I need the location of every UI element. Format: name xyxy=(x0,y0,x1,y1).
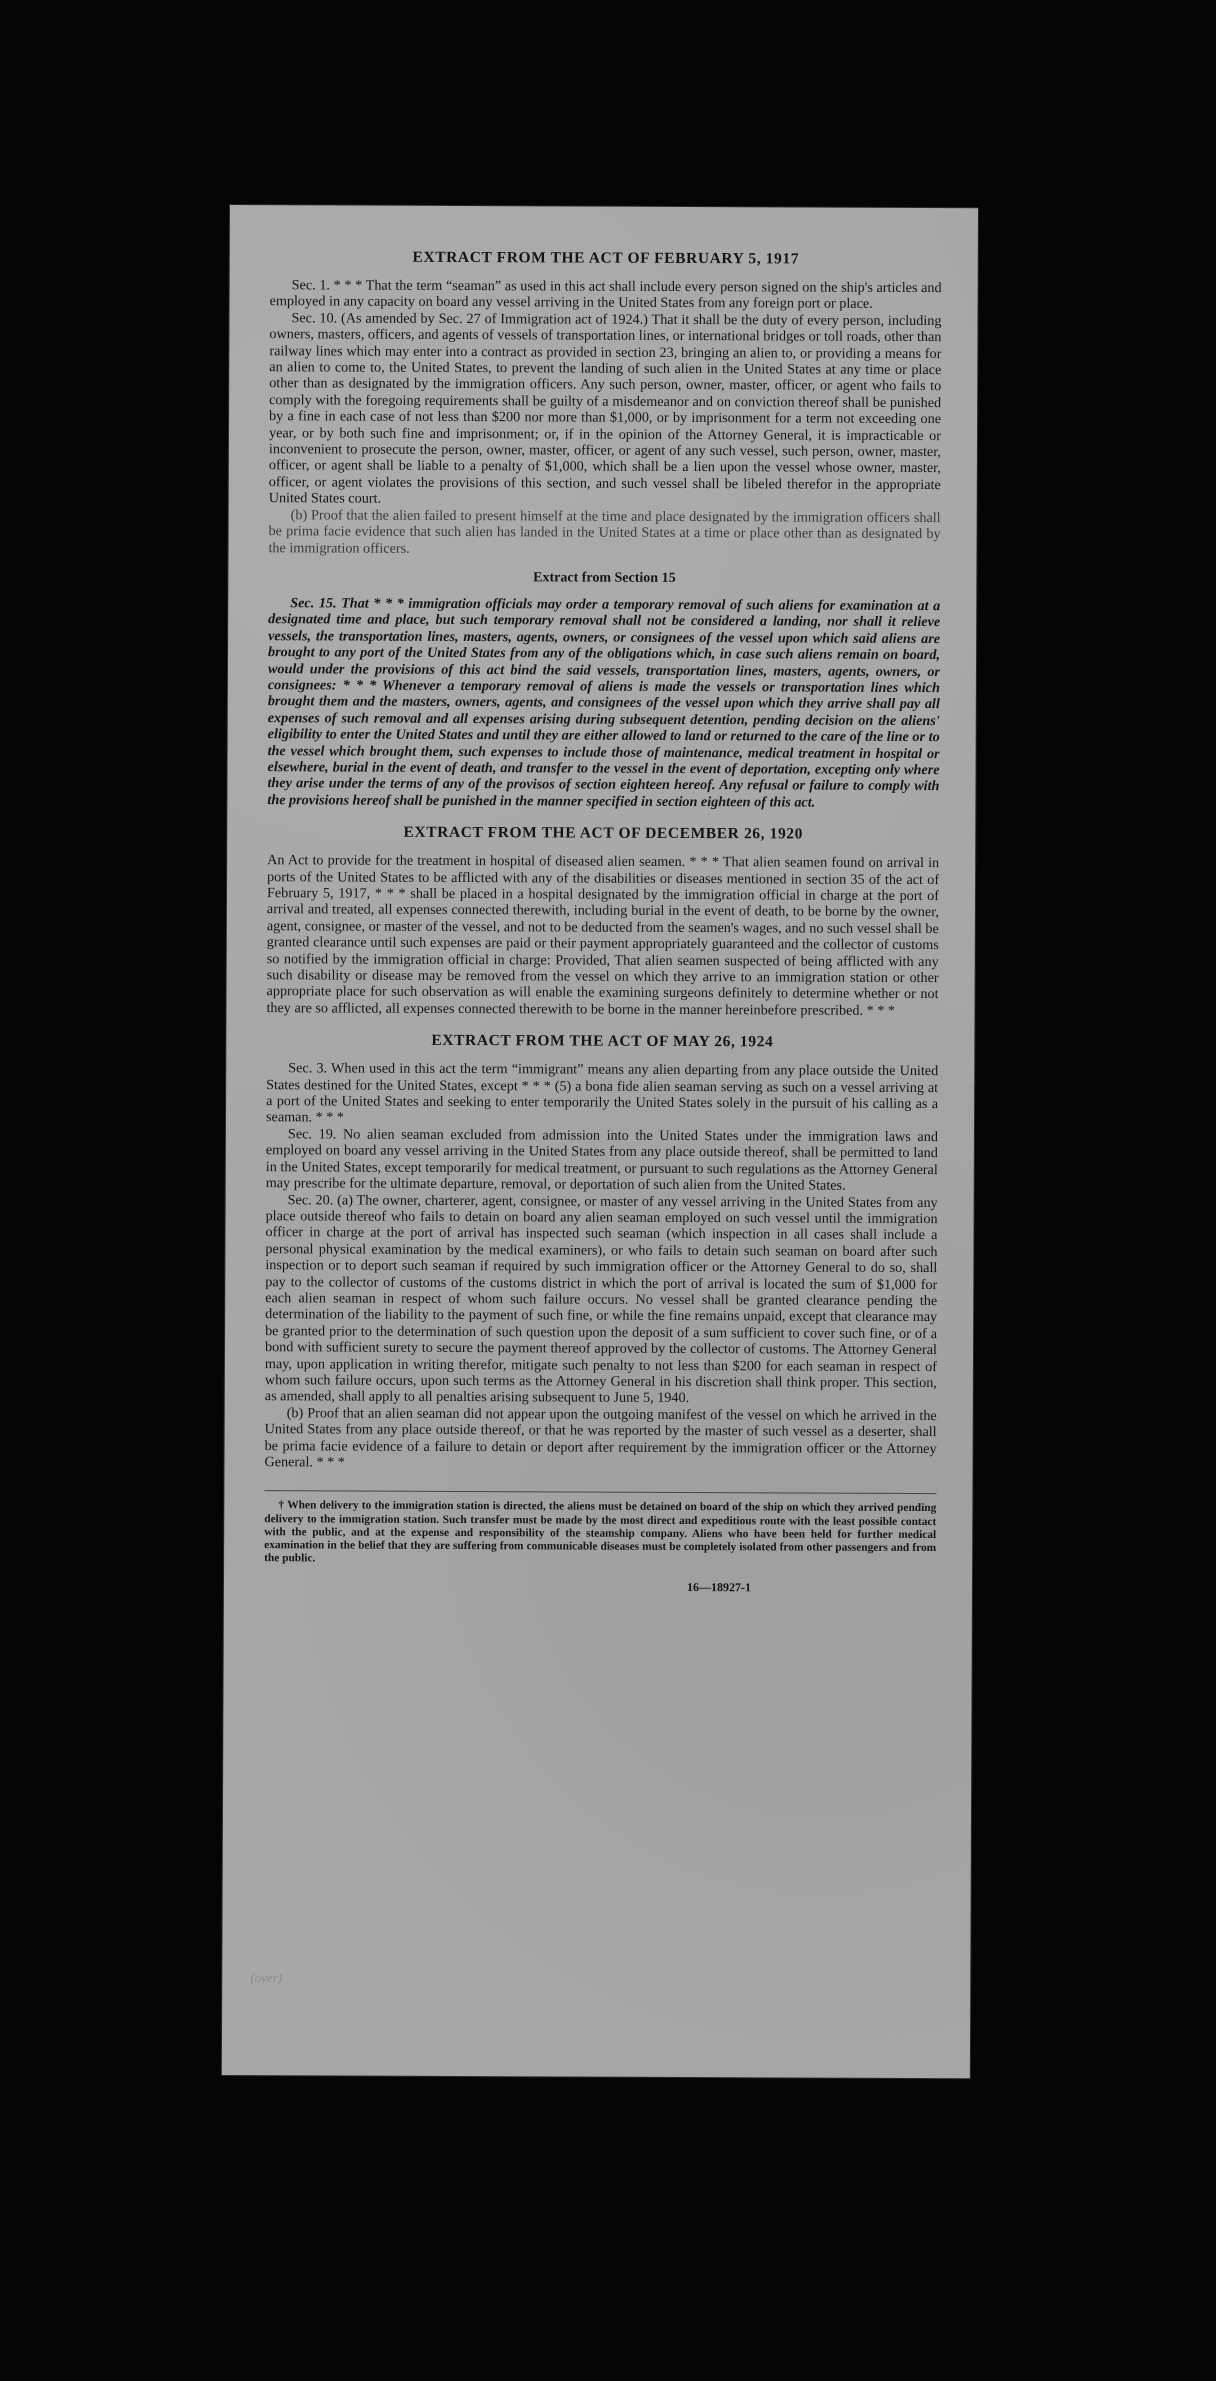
heading-section-15: Extract from Section 15 xyxy=(533,570,676,586)
paragraph-sec-10-b: (b) Proof that the alien failed to present himself at the time and place designated by the immigration officers shall be prima facie evidence that such alien has landed in the United States at a time or place other than as designated by the immigration officers. xyxy=(268,506,941,557)
paragraph-sec-1: Sec. 1. * * * That the term “seaman” as used in this act shall include every person signed on the ship's articles and employed in any capacity on board any vessel arriving in the United States from any foreign port or place. xyxy=(269,277,942,313)
footnote-divider xyxy=(264,1491,936,1495)
document-page xyxy=(222,205,978,2078)
document-content xyxy=(264,247,942,1597)
stamp-mark: (over) xyxy=(250,1970,283,1986)
paragraph-sec-20-b: (b) Proof that an alien seaman did not appear upon the outgoing manifest of the vessel on which he arrived in the United States from any place outside thereof, or that he was reported by the master of such vessel as a deserter, shall be prima facie evidence of a failure to detain or deport after requirement by the immigration officer or the Attorney General. * * * xyxy=(264,1405,937,1471)
heading-act-1924: EXTRACT FROM THE ACT OF MAY 26, 1924 xyxy=(431,1032,774,1051)
print-code: 16—18927-1 xyxy=(686,1580,752,1595)
paragraph-sec-20-a: Sec. 20. (a) The owner, charterer, agent, consignee, or master of any vessel arriving in the United States from any place outside thereof who fails to detain on board any alien seaman employed on such vessel until the immigration officer in charge at the port of arrival has inspected such seaman (which inspection in all cases shall include a personal physical examination by the medical examiners), or who fails to detain such seaman on board after such inspection or to deport such seaman if required by such immigration officer or the Attorney General to do so, shall pay to the collector of customs of the customs district in which the port of arrival is located the sum of $1,000 for each alien seaman in respect of whom such failure occurs. No vessel shall be granted clearance pending the determination of the liability to the payment of such fine, or while the fine remains unpaid, except that clearance may be granted prior to the determination of such question upon the deposit of a sum sufficient to cover such fine, or of a bond with sufficient surety to secure the payment thereof approved by the collector of customs. The Attorney General may, upon application in writing therefor, mitigate such penalty to not less than $200 for each seaman in respect of whom such failure occurs, upon such terms as the Attorney General in his discretion shall think proper. This section, as amended, shall apply to all penalties arising subsequent to June 5, 1940. xyxy=(264,1191,938,1407)
heading-act-1917: EXTRACT FROM THE ACT OF FEBRUARY 5, 1917 xyxy=(412,248,800,268)
paragraph-sec-15: Sec. 15. That * * * immigration officials may order a temporary removal of such aliens for examination at a designated time and place, but such temporary removal shall not be considered a landing, nor shall it relieve vessels, the transportation lines, masters, agents, owners, or consignees of the vessel upon which said aliens are brought to any port of the United States from any of the obligations which, in case such aliens remain on board, would under the provisions of this act bind the said vessels, transportation lines, masters, agents, owners, or consignees: * * * Whenever a temporary removal of aliens is made the vessels or transportation lines which brought them and the masters, owners, agents, and consignees of the vessel upon which they arrive shall pay all expenses of such removal and all expenses arising during subsequent detention, pending decision on the aliens' eligibility to enter the United States and until they are either allowed to land or returned to the care of the line or to the vessel which brought them, such expenses to include those of maintenance, medical treatment in hospital or elsewhere, burial in the event of death, and transfer to the vessel in the event of deportation, excepting only where they arise under the terms of any of the provisos of section eighteen hereof. Any refusal or failure to comply with the provisions hereof shall be punished in the manner specified in section eighteen of this act. xyxy=(267,595,941,811)
paragraph-sec-19: Sec. 19. No alien seaman excluded from admission into the United States under the immigration laws and employed on board any vessel arriving in the United States from any place outside thereof, shall be permitted to land in the United States, except temporarily for medical treatment, or pursuant to such regulations as the Attorney General may prescribe for the ultimate departure, removal, or deportation of such alien from the United States. xyxy=(265,1126,938,1194)
paragraph-act-1920: An Act to provide for the treatment in hospital of diseased alien seamen. * * * That alien seamen found on arrival in ports of the United States to be afflicted with any of the disabilities or diseases mentioned in section 35 of the act of February 5, 1917, * * * shall be placed in a hospital designated by the immigration official in charge at the port of arrival and treated, all expenses connected therewith, including burial in the event of death, to be borne by the owner, agent, consignee, or master of the vessel, and not to be deducted from the seamen's wages, and no such vessel shall be granted clearance until such expenses are paid or their payment appropriately guaranteed and the collector of customs so notified by the immigration official in charge: Provided, That alien seamen suspected of being afflicted with any such disability or disease may be removed from the vessel on which they arrive to an immigration station or other appropriate place for such observation as will enable the examining surgeons definitely to determine whether or not they are so afflicted, all expenses connected therewith to be borne in the manner hereinbefore prescribed. * * * xyxy=(266,852,940,1019)
paragraph-sec-3: Sec. 3. When used in this act the term “immigrant” means any alien departing from any place outside the United States destined for the United States, except * * * (5) a bona fide alien seaman serving as such on a vessel arriving at a port of the United States and seeking to enter temporarily the United States solely in the pursuit of his calling as a seaman. * * * xyxy=(265,1060,939,1126)
heading-act-1920: EXTRACT FROM THE ACT OF DECEMBER 26, 1920 xyxy=(403,823,804,843)
paragraph-sec-10: Sec. 10. (As amended by Sec. 27 of Immigration act of 1924.) That it shall be the duty of every person, including owners, masters, officers, and agents of vessels of transportation lines, or international bridges or toll roads, other than railway lines which may enter into a contract as provided in section 23, bringing an alien to, or providing a means for an alien to come to, the United States, to prevent the landing of such alien in the United States at any time or place other than as designated by the immigration officers. Any such person, owner, master, officer, or agent who fails to comply with the foregoing requirements shall be guilty of a misdemeanor and on conviction thereof shall be punished by a fine in each case of not less than $200 nor more than $1,000, or by imprisonment for a term not exceeding one year, or by both such fine and imprisonment; or, if in the opinion of the Attorney General, it is impracticable or inconvenient to prosecute the person, owner, master, officer, or agent of any such vessel, such person, owner, master, officer, or agent shall be liable to a penalty of $1,000, which shall be a lien upon the vessel whose owner, master, officer, or agent violates the provisions of this section, and such vessel shall be libeled therefor in the appropriate United States court. xyxy=(268,310,942,507)
footnote: † When delivery to the immigration station is directed, the aliens must be detained on board of the ship on which they arrived pending delivery to the immigration station. Such transfer must be made by the most direct and expeditious route with the least possible contact with the public, and at the expense and responsibility of the steamship company. Aliens who have been held for further medical examination in the belief that they are suffering from communicable diseases must be completely isolated from other passengers and from the public. xyxy=(264,1499,937,1565)
